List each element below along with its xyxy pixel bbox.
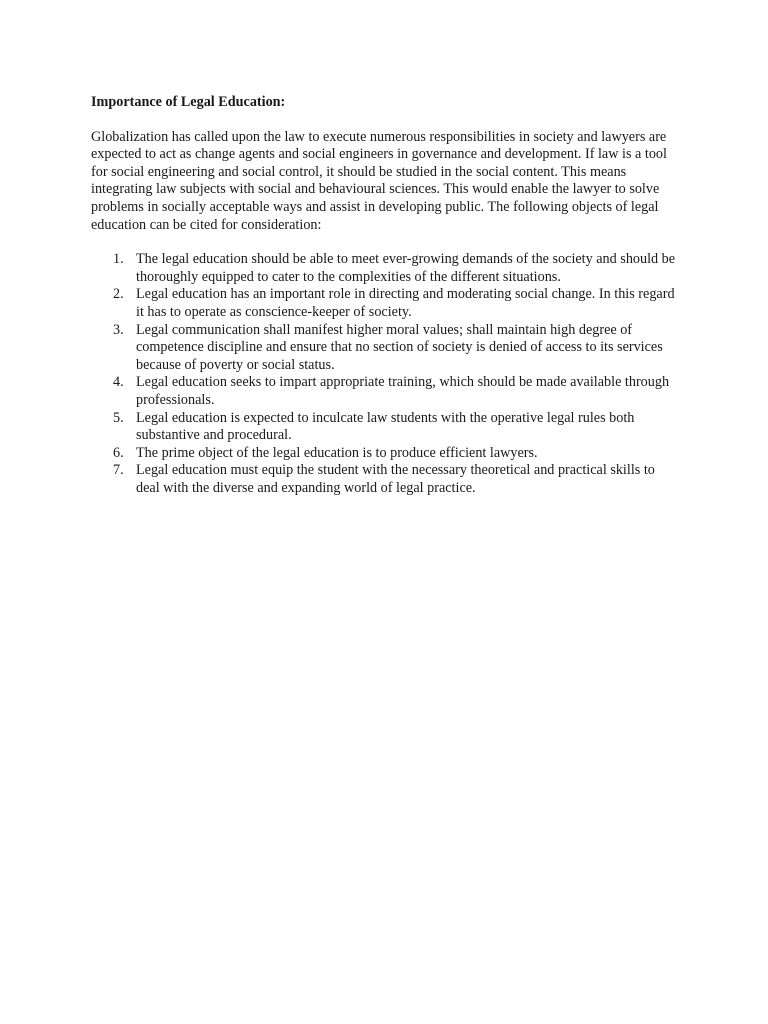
list-item-text: Legal education has an important role in directing and moderating social change. In this regard it has to operate as conscience-keeper of society. <box>136 286 675 320</box>
document-page <box>91 94 676 497</box>
list-item-text: Legal education is expected to inculcate law students with the operative legal rules both substantive and procedural. <box>136 409 635 444</box>
objects-list <box>91 251 676 497</box>
list-item-number: 1. <box>113 251 124 268</box>
list-item <box>113 321 676 375</box>
list-item <box>113 251 676 286</box>
list-item <box>113 462 676 497</box>
list-item-number: 7. <box>113 462 124 479</box>
list-item <box>113 286 676 321</box>
list-item-number: 4. <box>113 374 124 391</box>
list-item-text: Legal communication shall manifest higher moral values; shall maintain high degree of competence discipline and ensure that no section of society is denied of access to its services because of poverty or social status. <box>136 321 663 373</box>
list-item-number: 3. <box>113 321 124 338</box>
document-heading: Importance of Legal Education: <box>91 94 286 110</box>
list-item <box>113 444 676 463</box>
list-item <box>113 374 676 409</box>
list-item-text: Legal education must equip the student with the necessary theoretical and practical skills to deal with the diverse and expanding world of legal practice. <box>136 462 655 496</box>
list-item-text: The legal education should be able to meet ever-growing demands of the society and should be thoroughly equipped to cater to the complexities of the different situations. <box>136 251 676 285</box>
list-item-number: 6. <box>113 444 124 461</box>
list-item <box>113 409 676 445</box>
list-item-text: Legal education seeks to impart appropriate training, which should be made available through professionals. <box>136 374 670 408</box>
intro-paragraph: Globalization has called upon the law to execute numerous responsibilities in society and lawyers are expected to act as change agents and social engineers in governance and development. If law is a tool for social engineering and social control, it should be studied in the social content. This means integrating law subjects with social and behavioural sciences. This would enable the lawyer to solve problems in socially acceptable ways and assist in developing public. The following objects of legal education can be cited for consideration: <box>91 128 667 233</box>
list-item-number: 2. <box>113 286 124 303</box>
list-item-text: The prime object of the legal education is to produce efficient lawyers. <box>136 444 538 461</box>
list-item-number: 5. <box>113 409 124 426</box>
